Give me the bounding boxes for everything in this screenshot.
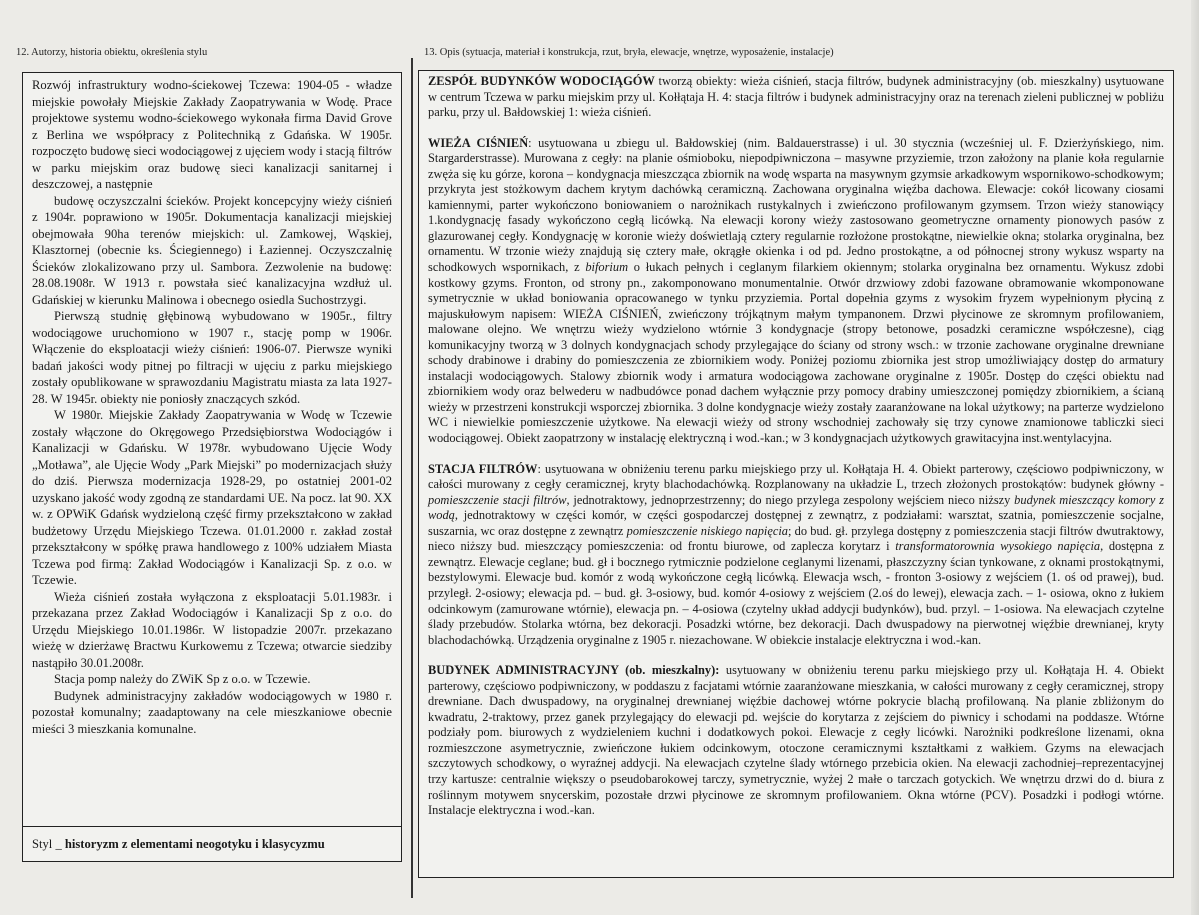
filter-station-heading: STACJA FILTRÓW bbox=[428, 461, 538, 476]
description-admin-building bbox=[428, 663, 1164, 818]
filter-station-text-c: , jednotraktowy w części komór, w części gospodarczej dostępnej z zewnątrz, z podziałami: warsztat, szatnia, pomieszczenie socjalne, suszarnia, wc oraz dostępne z zewnątrz bbox=[428, 508, 1164, 538]
description-complex bbox=[428, 74, 1164, 121]
history-text-box bbox=[22, 72, 402, 848]
water-tower-italic: biforium bbox=[585, 260, 629, 275]
section-13-label: 13. Opis (sytuacja, materiał i konstrukcja, rzut, bryła, elewacje, wnętrze, wyposażenie, instalacje) bbox=[424, 47, 834, 58]
description-text-box bbox=[418, 70, 1174, 878]
column-divider bbox=[411, 58, 413, 898]
history-paragraph-4: W 1980r. Miejskie Zakłady Zaopatrywania w Wodę w Tczewie zostały włączone do Okręgowego Przedsiębiorstwa Wodociągów i Kanalizacji w Gdańsku. W 1978r. wybudowano Ujęcie Wody „Motława”, ale Ujęcie Wody „Park Miejski” po modernizacjach służy do dziś. Pierwsza modernizacja 1928-29, po ostatniej 2001-02 uzyskano jakość wody zgodną ze standardami UE. Na pocz. lat 90. XX w. z OPWiK Gdańsk wydzieloną część firmy przekształcono w zakład budżetowy Urzędu Miejskiego Tczewa. 01.01.2000 r. zakład został przekształcony w spółkę prawa handlowego z 100% udziałem Miasta Tczewa pod firmą: Zakład Wodociągów i Kanalizacji Sp. z o.o. w Tczewie. bbox=[32, 408, 392, 587]
filter-station-italic-2: budynek mieszczący komory z wodą bbox=[428, 492, 1164, 523]
section-12-label: 12. Autorzy, historia obiektu, określenia stylu bbox=[16, 47, 208, 58]
history-paragraph-1: Rozwój infrastruktury wodno-ściekowej Tczewa: 1904-05 - władze miejskie powołały Miejskie Zakłady Zaopatrywania w Wodę. Prace projektowe systemu wodno-ściekowego wykonała firma David Grove z Berlina we współpracy z Politechniką z Gdańska. W 1905r. rozpoczęto budowę sieci wodociągowej z ujęciem wody i stacją filtrów w parku miejskim oraz budowę sieci kanalizacji sanitarnej i deszczowej, a następnie bbox=[32, 78, 392, 191]
filter-station-text-e: , dostępna z zewnątrz. Elewacje ceglane; bud. gł i bocznego rytmicznie podzielone ceglanymi lizenami, płaszczyzny ścian tynkowane, z oknami prostokątnymi, bezstylowymi. Elewacje bud. komór z wodą wykończone cegłą licówką. Elewacja wsch, - fronton 3-osiowy z wejściem (1. oś od prawej), bud. przyległ. 2-osiowy; elewacja pd. – bud. gł. 3-osiowy, bud. komór 4-osiowy z wejściem (2.oś do lewej), elewacja zach. – 1- osiowa, okno z łukiem odcinkowym (zamurowane wtórnie), elewacja pn. – 4-osiowa (czytelny układ addycji budynków), bud. przyl. – 1-osiowa. Na elewacjach czytelne ślady przebudów. Stolarka wtórna, bez dekoracji. Posadzki wtórne, bez dekoracji. Dach dwuspadowy na pierwotnej więźbie drewnianej, kryty blachodachówką. Urządzenia oryginalne z 1905 r. niezachowane. W obiekcie instalacje elektryczna i wod.-kan. bbox=[428, 539, 1164, 647]
filter-station-italic-1: pomieszczenie stacji filtrów bbox=[428, 492, 567, 507]
style-line bbox=[32, 837, 325, 852]
complex-text: tworzą obiekty: wieża ciśnień, stacja filtrów, budynek administracyjny (ob. mieszkalny) usytuowane w centrum Tczewa w parku miejskim przy ul. Kołłątaja H. 4: stacja filtrów i budynek administracyjny oraz na terenach zieleni publicznej w pobliżu parku, przy ul. Bałdowskiej 1: wieża ciśnień. bbox=[428, 74, 1164, 120]
filter-station-text-a: : usytuowana w obniżeniu terenu parku miejskiego przy ul. Kołłątaja H. 4. Obiekt parterowy, częściowo podpiwniczony, w całości murowany z cegły ceramicznej, kryty blachodachówką. Rozplanowany na układzie L, trzech złożonych prostokątów: budynek główny - bbox=[428, 461, 1164, 492]
complex-heading: ZESPÓŁ BUDYNKÓW WODOCIĄGÓW bbox=[428, 74, 655, 88]
filter-station-italic-3: pomieszczenie niskiego napięcia bbox=[626, 523, 788, 538]
filter-station-text-d: ; do bud. gł. przylega dostępny z pomieszczenia stacji filtrów dwutraktowy, nieco niższy bud. mieszczący pomieszczenia: od frontu biurowe, od zaplecza korytarz i bbox=[428, 523, 1164, 554]
style-prefix: Styl _ bbox=[32, 836, 65, 851]
description-water-tower bbox=[428, 136, 1164, 447]
history-paragraph-5: Wieża ciśnień została wyłączona z eksploatacji 5.01.1983r. i przekazana przez Zakład Wodociągów i Kanalizacji Sp z o.o. do Urzędu Miejskiego 10.01.1986r. W listopadzie 2007r. przekazano wieżę w dzierżawę Bractwu Kurkowemu z Tczewa; otwarcie siedziby nastąpiło 30.01.2008r. bbox=[32, 589, 392, 670]
history-paragraph-7: Budynek administracyjny zakładów wodociągowych w 1980 r. pozostał komunalny; zaadaptowany na cele mieszkaniowe obecnie mieści 3 mieszkania komunalne. bbox=[32, 688, 392, 736]
filter-station-italic-4: transformatorownia wysokiego napięcia bbox=[895, 539, 1101, 554]
style-value: historyzm z elementami neogotyku i klasycyzmu bbox=[64, 836, 325, 851]
style-box bbox=[22, 826, 402, 862]
water-tower-text-b: o łukach pełnych i ceglanym filarkiem okiennym; stolarka oryginalna bez ornamentu. Wykusz zdobi kostkowy gzyms. Fronton, od strony pn., zakomponowano monumentalnie. Otwór drzwiowy zdobi fazowane obramowanie wkomponowane symetrycznie w układ boniowania opracowanego w tynku przyziemia. Portal dopełnia gzyms z wysokim fryzem wypełnionym płyciną z majuskułowym napisem: WIEŻA CIŚNIEŃ, zwieńczony trójkątnym małym tympanonem. Drzwi płycinowe ze skromnym profilowaniem, malowane olejno. We wnętrzu wieży wydzielono wtórnie 3 kondygnacje (stropy betonowe, posadzki ceramiczne współczesne), ciąg komunikacyjny tworzą w 3 dolnych kondygnacjach schody przylegające do ściany od strony wsch.: w trzonie zachowane oryginalne drewniane schody drabinowe i drabiny do pomieszczenia ze zbiornikiem wody. Poniżej poziomu zbiornika jest strop umożliwiający dostęp do armatury instalacji wodociągowych. Stalowy zbiornik wody i armatura wodociągowa zachowane oryginalne z 1905r. Dostęp do części obiektu nad zbiornikiem wody oraz belwederu w nadbudówce ponad dachem wyłącznie przy pomocy drabiny umieszczonej pomiędzy zbiornikiem, a ścianą wieży w przestrzeni konstrukcji wsporczej zbiornika. 3 dolne kondygnacje wieży zostały zaaranżowane na lokal użytkowy; na parterze wydzielono WC i niewielkie pomieszczenie użytkowe. Na elewacji wieży od strony wschodniej zachowały się trzy cynowe znamionowe tabliczki sieci wodociągowej. Obiekt zaopatrzony w instalację elektryczną i wod.-kan.; w 3 kondygnacjach użytkowych grawitacyjna inst.wentylacyjna. bbox=[428, 260, 1164, 446]
history-paragraph-6: Stacja pomp należy do ZWiK Sp z o.o. w Tczewie. bbox=[54, 672, 311, 686]
water-tower-heading: WIEŻA CIŚNIEŃ bbox=[428, 135, 529, 150]
admin-building-heading: BUDYNEK ADMINISTRACYJNY (ob. mieszkalny): bbox=[428, 663, 720, 678]
admin-building-text: usytuowany w obniżeniu terenu parku miejskiego przy ul. Kołłątaja H. 4. Obiekt parterowy, częściowo podpiwniczony, w poddaszu z facjatami wtórnie zaaranżowane mieszkania, w całości murowany z cegły ceramicznej, stropy drewniane. Dach dwuspadowy, na oryginalnej drewnianej więźbie dachowej wtórne pokrycie blachą profilowaną. Na planie zbliżonym do kwadratu, 2-traktowy, przez ganek przylegający do elewacji pd. wejście do korytarza z zejściem do piwnicy i schodami na poddasze. Wtórne podziały pom. biurowych z wydzieleniem kuchni i dodatkowych pokoi. Elewacje z cegły licówki. Narożniki podkreślone lizenami, okna rozmieszczone asymetrycznie, zwieńczone łukiem odcinkowym, otoczone ceramicznymi kształtkami z wałkiem. Gzyms na elewacjach szczytowych schodkowy, o wyraźnej addycji. Na elewacjach czytelne ślady wtórnego przebicia okien. Na elewacji zachodniej–reprezentacyjnej trzy kartusze: centralnie większy o pseudobarokowej tarczy, symetrycznie, wyżej 2 małe o tarczach gotyckich. We wnętrzu drzwi do d. biura z roślinnym motywem snycerskim, pozostałe drzwi płycinowe ze skromnym profilowaniem. Okna wtórne (PCV). Posadzki i podłogi wtórne. Instalacje elektryczna i wod.-kan. bbox=[428, 663, 1165, 818]
water-tower-text-a: : usytuowana u zbiegu ul. Bałdowskiej (nim. Baldauerstrasse) i ul. 30 stycznia (wcześniej ul. F. Dzierżyńskiego, nim. Stargarderstrasse). Murowana z cegły: na planie ośmioboku, niepodpiwniczona – masywne przyziemie, trzon założony na planie koła regularnie zwęża się ku górze, korona – kondygnacja mieszcząca zbiornik na wodę wsparta na masywnym gzymsie arkadkowym wspornikowo-schodkowym; przykryta jest stożkowym dachem krytym dachówką ceramiczną. Zachowana oryginalna więźba dachowa. Elewacje: cokół licowany ciosami kamiennymi, parter wykończono boniowaniem o narożnikach rustykalnych i zwieńczono profilowanym gzymsem. Trzon wieży stanowiący 1.kondygnację fasady wykończono cegłą licówką. Na elewacji korony wieży zastosowano geometryczne ornamenty pionowych pasów z glazurowanej cegły. Kondygnację w koronie wieży doświetlają cztery regularnie rozłożone prostokątne, niewielkie okna; stolarka oryginalna, bez ornamentu. W trzonie wieży znajdują się cztery małe, okrągłe okienka i od pd. Jedno prostokątne, a od północnej strony wykusz wsparty na schodkowych wspornikach, z bbox=[428, 135, 1164, 275]
history-paragraph-3: Pierwszą studnię głębinową wybudowano w 1905r., filtry wodociągowe uruchomiono w 1907 r., stację pomp w 1906r. Włączenie do eksploatacji wieży ciśnień: 1906-07. Pierwsze wyniki badań jakości wody pitnej po filtracji w ujęciu z parku miejskiego zostały opublikowane w sprawozdaniu Magistratu miasta za lata 1927-28. W 1945r. obiekty nie poniosły znaczących szkód. bbox=[32, 309, 392, 406]
description-filter-station bbox=[428, 462, 1164, 649]
scan-edge bbox=[1191, 0, 1199, 915]
history-paragraph-2: budowę oczyszczalni ścieków. Projekt koncepcyjny wieży ciśnień z 1904r. poprawiono w 1905r. Dokumentacja kanalizacji miejskiej obejmowała 90ha terenów miejskich: ul. Zamkowej, Wąskiej, Klasztornej (obecnie ks. Ściegiennego) i Łaziennej. Oczyszczalnię Ścieków zlokalizowano przy ul. Sambora. Zezwolenie na budowę: 28.08.1908r. W 1913 r. powstała sieć kanalizacyjna wzdłuż ul. Gdańskiej w kierunku Malinowa i obecnego osiedla Suchostrzygi. bbox=[32, 193, 392, 307]
filter-station-text-b: , jednotraktowy, jednoprzestrzenny; do niego przylega zespolony wejściem nieco niższy bbox=[566, 492, 1015, 507]
